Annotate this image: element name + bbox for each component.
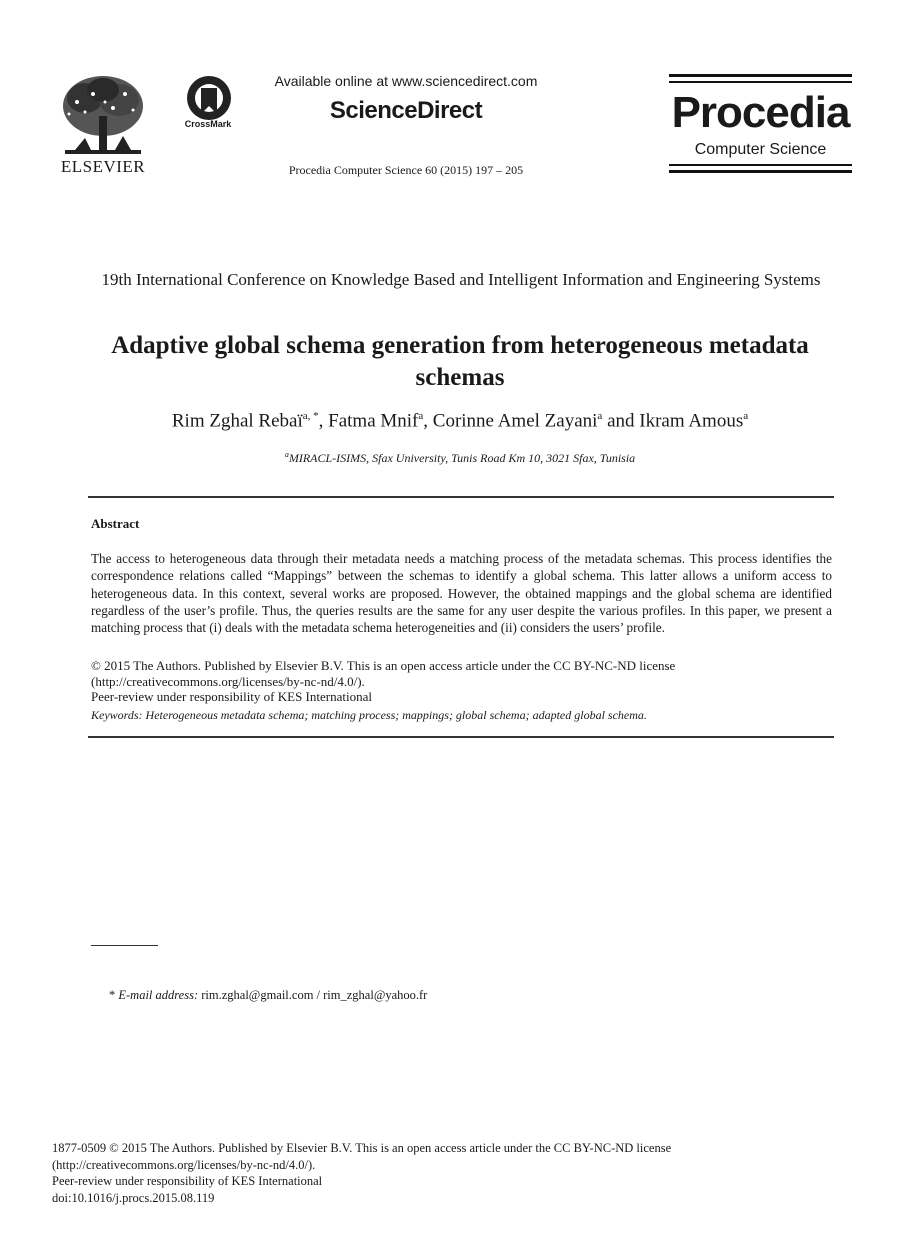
footnote-rule — [91, 945, 158, 946]
author-affiliation-mark: a, * — [302, 410, 319, 422]
email-label: E-mail address: — [118, 988, 199, 1002]
affiliation — [100, 450, 820, 466]
footnote-marker: * — [109, 988, 119, 1002]
author-list — [60, 410, 860, 432]
corresponding-author-email — [109, 988, 427, 1003]
peer-review-line: Peer-review under responsibility of KES International — [52, 1174, 323, 1189]
sciencedirect-logo[interactable]: ScienceDirect — [329, 97, 483, 124]
conference-name: 19th International Conference on Knowledge Based and Intelligent Information and Engineering Systems — [101, 270, 821, 289]
author-affiliation-mark: a — [597, 410, 603, 422]
author-name: Corinne Amel Zayani — [432, 410, 598, 432]
affiliation-text: MIRACL-ISIMS, Sfax University, Tunis Road Km 10, 3021 Sfax, Tunisia — [288, 451, 636, 465]
license-statement — [91, 658, 832, 689]
license-link[interactable]: (http://creativecommons.org/licenses/by-nc-nd/4.0/). — [91, 673, 365, 689]
doi-link[interactable]: doi:10.1016/j.procs.2015.08.119 — [52, 1191, 215, 1206]
logo-rule — [669, 74, 852, 77]
author-separator: , — [318, 410, 329, 432]
logo-rule — [669, 164, 852, 166]
author-name: Fatma Mnif — [328, 410, 419, 432]
author-affiliation-mark: a — [418, 410, 424, 422]
logo-rule — [669, 170, 852, 173]
divider-bottom — [88, 736, 834, 738]
peer-review-note: Peer-review under responsibility of KES International — [91, 689, 372, 704]
procedia-title: Procedia — [671, 88, 850, 137]
logo-rule — [669, 81, 852, 83]
license-line: © 2015 The Authors. Published by Elsevier B.V. This is an open access article under the CC BY-NC-ND license — [91, 658, 676, 673]
affiliation-mark: a — [284, 450, 289, 459]
author-name: Ikram Amous — [639, 410, 744, 432]
keywords: Keywords: Heterogeneous metadata schema; matching process; mappings; global schema; adapted global schema. — [91, 708, 647, 722]
publisher-name: ELSEVIER — [60, 157, 146, 176]
author-affiliation-mark: a — [743, 410, 749, 422]
publication-metadata — [52, 1140, 832, 1207]
issn-license-line: 1877-0509 © 2015 The Authors. Published by Elsevier B.V. This is an open access article under the CC BY-NC-ND license — [52, 1141, 672, 1155]
author-name: Rim Zghal Rebaï — [171, 410, 303, 432]
abstract-body: The access to heterogeneous data through their metadata needs a matching process of the metadata schemas. This process identifies the correspondence relations called “Mappings” between the schemas to identify a global schema. This latter allows a uniform access to heterogeneous data. In this context, several works are proposed. However, the obtained mappings and the global schema are identified regardless of the user’s profile. Thus, the queries results are the same for any user despite the various profiles. In this paper, we present a matching process that (i) deals with the metadata schema heterogeneities and (ii) considers the users’ profile. — [91, 551, 832, 636]
email-value[interactable]: rim.zghal@gmail.com / rim_zghal@yahoo.fr — [198, 988, 428, 1002]
license-link[interactable]: (http://creativecommons.org/licenses/by-nc-nd/4.0/). — [52, 1157, 316, 1172]
journal-reference: Procedia Computer Science 60 (2015) 197 – 205 — [288, 163, 524, 177]
paper-title: Adaptive global schema generation from heterogeneous metadata schemas — [111, 332, 809, 391]
available-online-text[interactable]: Available online at www.sciencedirect.com — [274, 73, 538, 89]
crossmark-label: CrossMark — [184, 119, 232, 129]
author-separator: and — [602, 410, 640, 432]
author-separator: , — [423, 410, 433, 432]
divider-top — [88, 496, 834, 498]
abstract-heading: Abstract — [91, 516, 140, 531]
procedia-subtitle: Computer Science — [694, 141, 827, 158]
